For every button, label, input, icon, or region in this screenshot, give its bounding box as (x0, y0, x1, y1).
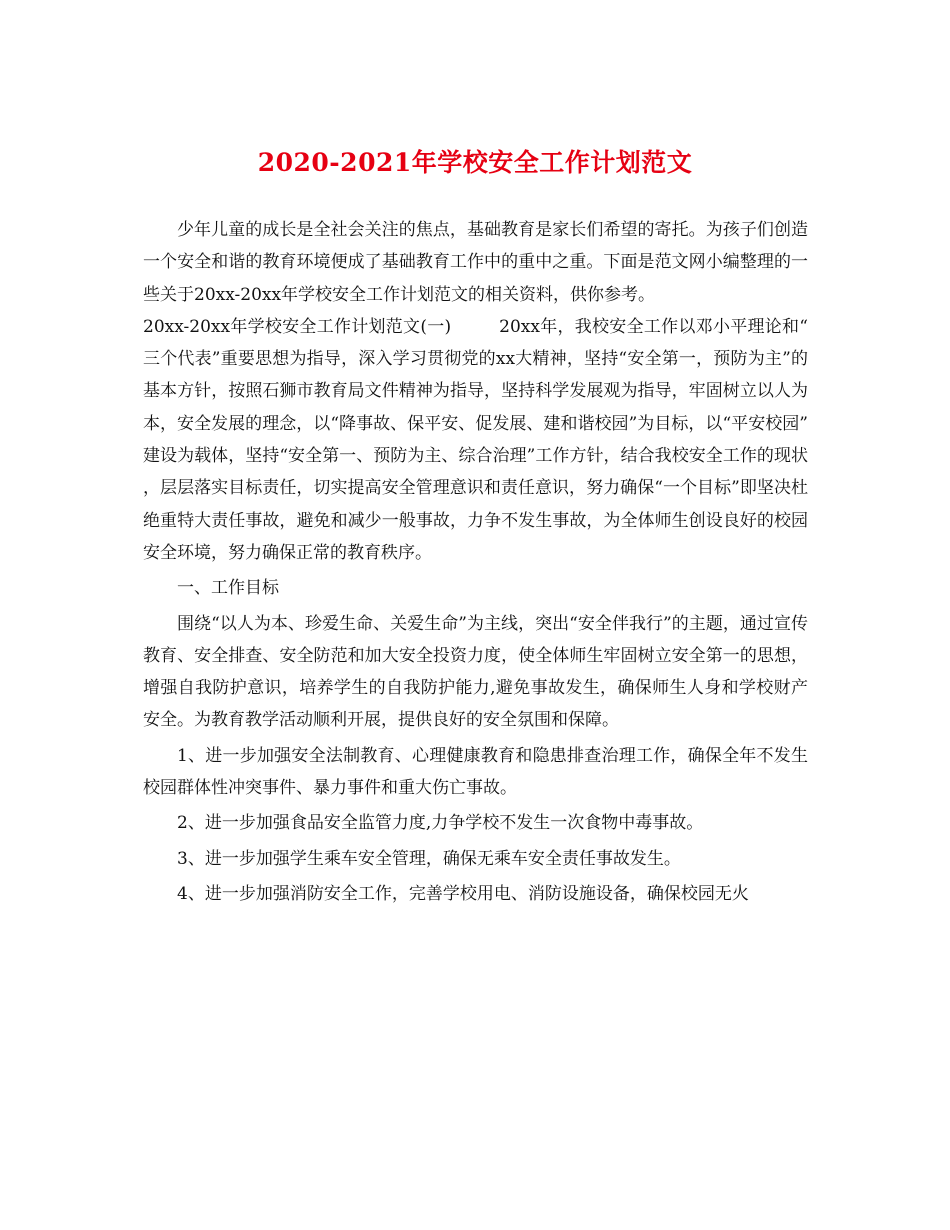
section-1-heading: 20xx-20xx年学校安全工作计划范文(一) (143, 316, 452, 337)
section-1-text: 20xx年，我校安全工作以邓小平理论和“三个代表”重要思想为指导，深入学习贯彻党的xx大精神，坚持“安全第一，预防为主”的基本方针，按照石狮市教育局文件精神为指导，坚持科学发展观为指导，牢固树立以人为本，安全发展的理念，以“降事故、保平安、促发展、建和谐校园”为目标，以“平安校园”建设为载体，坚持“安全第一、预防为主、综合治理”工作方针，结合我校安全工作的现状，层层落实目标责任，切实提高安全管理意识和责任意识，努力确保“一个目标”即坚决杜绝重特大责任事故，避免和减少一般事故，力争不发生事故，为全体师生创设良好的校园安全环境，努力确保正常的教育秩序。 (143, 316, 808, 563)
section-1-paragraph (143, 311, 808, 569)
goal-item-4: 4、进一步加强消防安全工作，完善学校用电、消防设施设备，确保校园无火 (177, 883, 749, 904)
goal-item-2: 2、进一步加强食品安全监管力度,力争学校不发生一次食物中毒事故。 (177, 813, 704, 834)
goal-item-3: 3、进一步加强学生乘车安全管理，确保无乘车安全责任事故发生。 (177, 848, 681, 869)
intro-paragraph: 少年儿童的成长是全社会关注的焦点，基础教育是家长们希望的寄托。为孩子们创造一个安全和谐的教育环境便成了基础教育工作中的重中之重。下面是范文网小编整理的一些关于20xx-20xx年学校安全工作计划范文的相关资料，供你参考。 (143, 220, 808, 305)
goal-heading: 一、工作目标 (177, 578, 279, 599)
goal-item-1: 1、进一步加强安全法制教育、心理健康教育和隐患排查治理工作，确保全年不发生校园群体性冲突事件、暴力事件和重大伤亡事故。 (143, 745, 808, 799)
document-title: 2020-2021年学校安全工作计划范文 (257, 148, 693, 177)
goal-paragraph: 围绕“以人为本、珍爱生命、关爱生命”为主线，突出“安全伴我行”的主题，通过宣传教育、安全排查、安全防范和加大安全投资力度，使全体师生牢固树立安全第一的思想，增强自我防护意识，培养学生的自我防护能力,避免事故发生，确保师生人身和学校财产安全。为教育教学活动顺利开展，提供良好的安全氛围和保障。 (143, 613, 808, 731)
document-body (143, 214, 808, 910)
